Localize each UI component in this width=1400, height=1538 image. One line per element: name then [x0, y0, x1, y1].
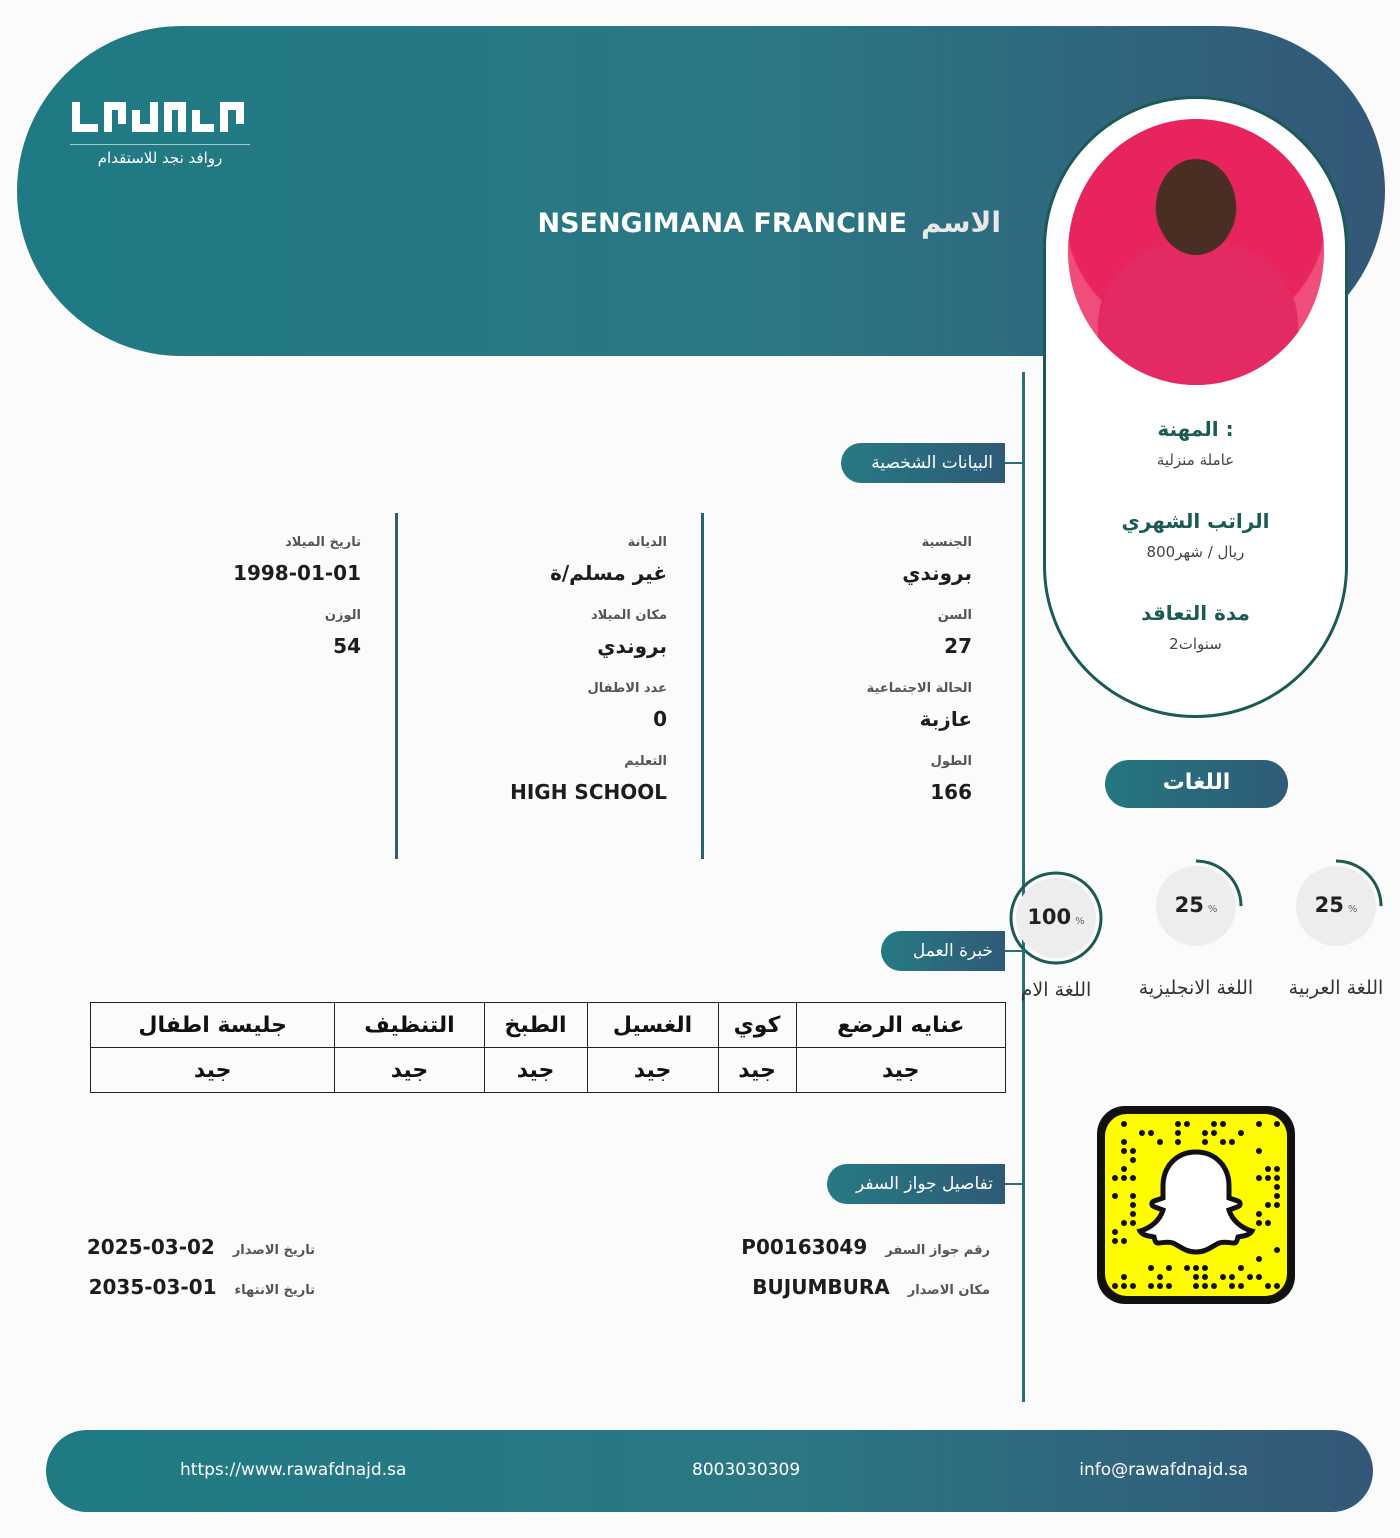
- language-mother: [996, 878, 1116, 1003]
- snapcode-dot: [1238, 1265, 1244, 1271]
- column-divider-2: [395, 513, 398, 859]
- skill-header: الغسيل: [587, 1003, 718, 1048]
- snapcode-dot: [1193, 1265, 1199, 1271]
- language-english: [1136, 866, 1256, 1001]
- snapcode-dot: [1112, 1229, 1118, 1235]
- snapcode-dot: [1130, 1211, 1136, 1217]
- snapcode-dot: [1121, 1166, 1127, 1172]
- snapcode-dot: [1121, 1121, 1127, 1127]
- snapcode-dot: [1112, 1175, 1118, 1181]
- snapcode-dot: [1256, 1175, 1262, 1181]
- snapcode-dot: [1202, 1283, 1208, 1289]
- language-percent: 25 %: [1174, 893, 1218, 917]
- column-divider-1: [701, 513, 704, 859]
- name-row: [537, 206, 1001, 239]
- snapcode-dot: [1229, 1139, 1235, 1145]
- snapcode-dot: [1274, 1166, 1280, 1172]
- passport-issue-date: تاريخ الاصدار 2025-03-02: [86, 1235, 315, 1259]
- contract-label: مدة التعاقد: [1141, 601, 1250, 625]
- skill-value: جيد: [91, 1048, 335, 1093]
- snapcode-dot: [1274, 1247, 1280, 1253]
- skill-header: عنايه الرضع: [796, 1003, 1006, 1048]
- snapcode-dot: [1139, 1130, 1145, 1136]
- footer-bar: [46, 1430, 1373, 1512]
- snapcode-dot: [1130, 1148, 1136, 1154]
- skill-value: جيد: [335, 1048, 484, 1093]
- section-personal: البيانات الشخصية: [841, 443, 1005, 483]
- snapcode-dot: [1130, 1175, 1136, 1181]
- snapcode-dot: [1220, 1274, 1226, 1280]
- snapcode-dot: [1130, 1157, 1136, 1163]
- snapcode-dot: [1184, 1121, 1190, 1127]
- passport-number: رقم جواز السفر P00163049: [741, 1235, 990, 1259]
- languages-title: اللغات: [1105, 760, 1288, 808]
- personal-col-1: الجنسية بروندي السن 27 الحالة الاجتماعية عازبة الطول 166: [866, 535, 972, 804]
- snapcode-dot: [1121, 1220, 1127, 1226]
- skill-value: جيد: [718, 1048, 796, 1093]
- skill-header: التنظيف: [335, 1003, 484, 1048]
- language-name: اللغة العربية: [1288, 977, 1384, 999]
- snapcode-dot: [1112, 1283, 1118, 1289]
- skill-header: جليسة اطفال: [91, 1003, 335, 1048]
- snapcode-dot: [1148, 1283, 1154, 1289]
- snapcode-dot: [1121, 1148, 1127, 1154]
- footer-website[interactable]: https://www.rawafdnajd.sa: [180, 1460, 407, 1480]
- snapcode-dot: [1256, 1211, 1262, 1217]
- snapcode-dot: [1274, 1283, 1280, 1289]
- snapcode-dot: [1166, 1283, 1172, 1289]
- snapcode-dot: [1256, 1148, 1262, 1154]
- snapcode-dot: [1130, 1193, 1136, 1199]
- skills-value-row: [91, 1048, 1006, 1093]
- snapcode-dot: [1211, 1121, 1217, 1127]
- profile-card: [1043, 96, 1348, 718]
- snapcode-dot: [1265, 1166, 1271, 1172]
- snapcode-dot: [1202, 1139, 1208, 1145]
- snapcode-dot: [1211, 1283, 1217, 1289]
- logo-subtitle: روافد نجد للاستقدام: [70, 144, 250, 167]
- snapcode-dot: [1274, 1202, 1280, 1208]
- snapcode[interactable]: [1097, 1106, 1295, 1304]
- snapcode-dot: [1112, 1193, 1118, 1199]
- snapcode-dot: [1148, 1130, 1154, 1136]
- snapcode-dot: [1256, 1256, 1262, 1262]
- snapcode-dot: [1157, 1274, 1163, 1280]
- snapcode-dot: [1265, 1202, 1271, 1208]
- snapcode-dot: [1256, 1220, 1262, 1226]
- snapcode-dot: [1220, 1139, 1226, 1145]
- footer-phone[interactable]: 8003030309: [692, 1460, 801, 1480]
- snapcode-dot: [1157, 1139, 1163, 1145]
- company-logo: [70, 96, 250, 167]
- name-label: الاسم: [921, 206, 1001, 239]
- snapcode-dot: [1202, 1265, 1208, 1271]
- snapcode-dot: [1229, 1283, 1235, 1289]
- snapcode-dot: [1130, 1202, 1136, 1208]
- snapcode-dot: [1175, 1139, 1181, 1145]
- profile-info: [1046, 417, 1345, 693]
- snapcode-dot: [1157, 1283, 1163, 1289]
- snapcode-dot: [1121, 1238, 1127, 1244]
- snapcode-dot: [1274, 1121, 1280, 1127]
- snapcode-dot: [1274, 1175, 1280, 1181]
- snapcode-dot: [1274, 1184, 1280, 1190]
- skill-header: الطبخ: [484, 1003, 587, 1048]
- snapcode-dot: [1256, 1274, 1262, 1280]
- snapcode-dot: [1274, 1193, 1280, 1199]
- passport-expiry-date: تاريخ الانتهاء 2035-03-01: [88, 1275, 315, 1299]
- footer-email[interactable]: info@rawafdnajd.sa: [1079, 1460, 1248, 1480]
- skills-table: [90, 1002, 1006, 1093]
- profession-label: المهنة :: [1157, 417, 1234, 441]
- contract-value: 2سنوات: [1169, 635, 1222, 653]
- salary-label: الراتب الشهري: [1121, 509, 1270, 533]
- section-passport: تفاصيل جواز السفر: [827, 1164, 1005, 1204]
- language-name: اللغة الانجليزية: [1138, 977, 1254, 999]
- worker-photo: [1068, 119, 1324, 385]
- snapcode-dot: [1265, 1283, 1271, 1289]
- passport-place: مكان الاصدار BUJUMBURA: [752, 1275, 990, 1299]
- section-work: خبرة العمل: [881, 931, 1005, 971]
- language-arabic: [1276, 866, 1396, 1001]
- name-value: NSENGIMANA FRANCINE: [537, 208, 908, 239]
- snapcode-dot: [1166, 1265, 1172, 1271]
- salary-value: 800ريال / شهر: [1146, 543, 1245, 561]
- snapcode-dot: [1175, 1130, 1181, 1136]
- logo-mark-icon: [70, 96, 250, 140]
- snapcode-dot: [1256, 1121, 1262, 1127]
- snapcode-dot: [1247, 1274, 1253, 1280]
- personal-col-3: تاريخ الميلاد 1998-01-01 الوزن 54: [233, 535, 361, 658]
- snapcode-dot: [1211, 1130, 1217, 1136]
- skill-value: جيد: [587, 1048, 718, 1093]
- snapcode-dot: [1202, 1130, 1208, 1136]
- skill-header: كوي: [718, 1003, 796, 1048]
- snapcode-dot: [1220, 1121, 1226, 1127]
- snapchat-ghost-icon: [1105, 1114, 1287, 1296]
- snapcode-dot: [1229, 1274, 1235, 1280]
- snapcode-dot: [1148, 1265, 1154, 1271]
- snapcode-dot: [1193, 1274, 1199, 1280]
- snapcode-dot: [1121, 1139, 1127, 1145]
- snapcode-dot: [1265, 1220, 1271, 1226]
- skills-header-row: [91, 1003, 1006, 1048]
- skill-value: جيد: [484, 1048, 587, 1093]
- personal-col-2: الديانة غير مسلم/ة مكان الميلاد بروندي عدد الاطفال 0 التعليم HIGH SCHOOL: [510, 535, 667, 804]
- snapcode-dot: [1121, 1274, 1127, 1280]
- snapcode-dot: [1184, 1265, 1190, 1271]
- snapcode-dot: [1121, 1283, 1127, 1289]
- snapcode-dot: [1130, 1220, 1136, 1226]
- snapcode-dot: [1121, 1175, 1127, 1181]
- snapcode-dot: [1130, 1283, 1136, 1289]
- snapcode-dot: [1265, 1175, 1271, 1181]
- language-percent: 25 %: [1314, 893, 1358, 917]
- snapcode-dot: [1238, 1130, 1244, 1136]
- snapcode-dot: [1202, 1274, 1208, 1280]
- snapcode-dot: [1175, 1121, 1181, 1127]
- language-percent: 100 %: [1027, 905, 1085, 929]
- snapcode-dot: [1193, 1283, 1199, 1289]
- snapcode-dot: [1112, 1238, 1118, 1244]
- language-name: اللغة الام: [1020, 979, 1092, 1001]
- snapcode-dot: [1238, 1283, 1244, 1289]
- profession-value: عاملة منزلية: [1156, 451, 1235, 469]
- skill-value: جيد: [796, 1048, 1006, 1093]
